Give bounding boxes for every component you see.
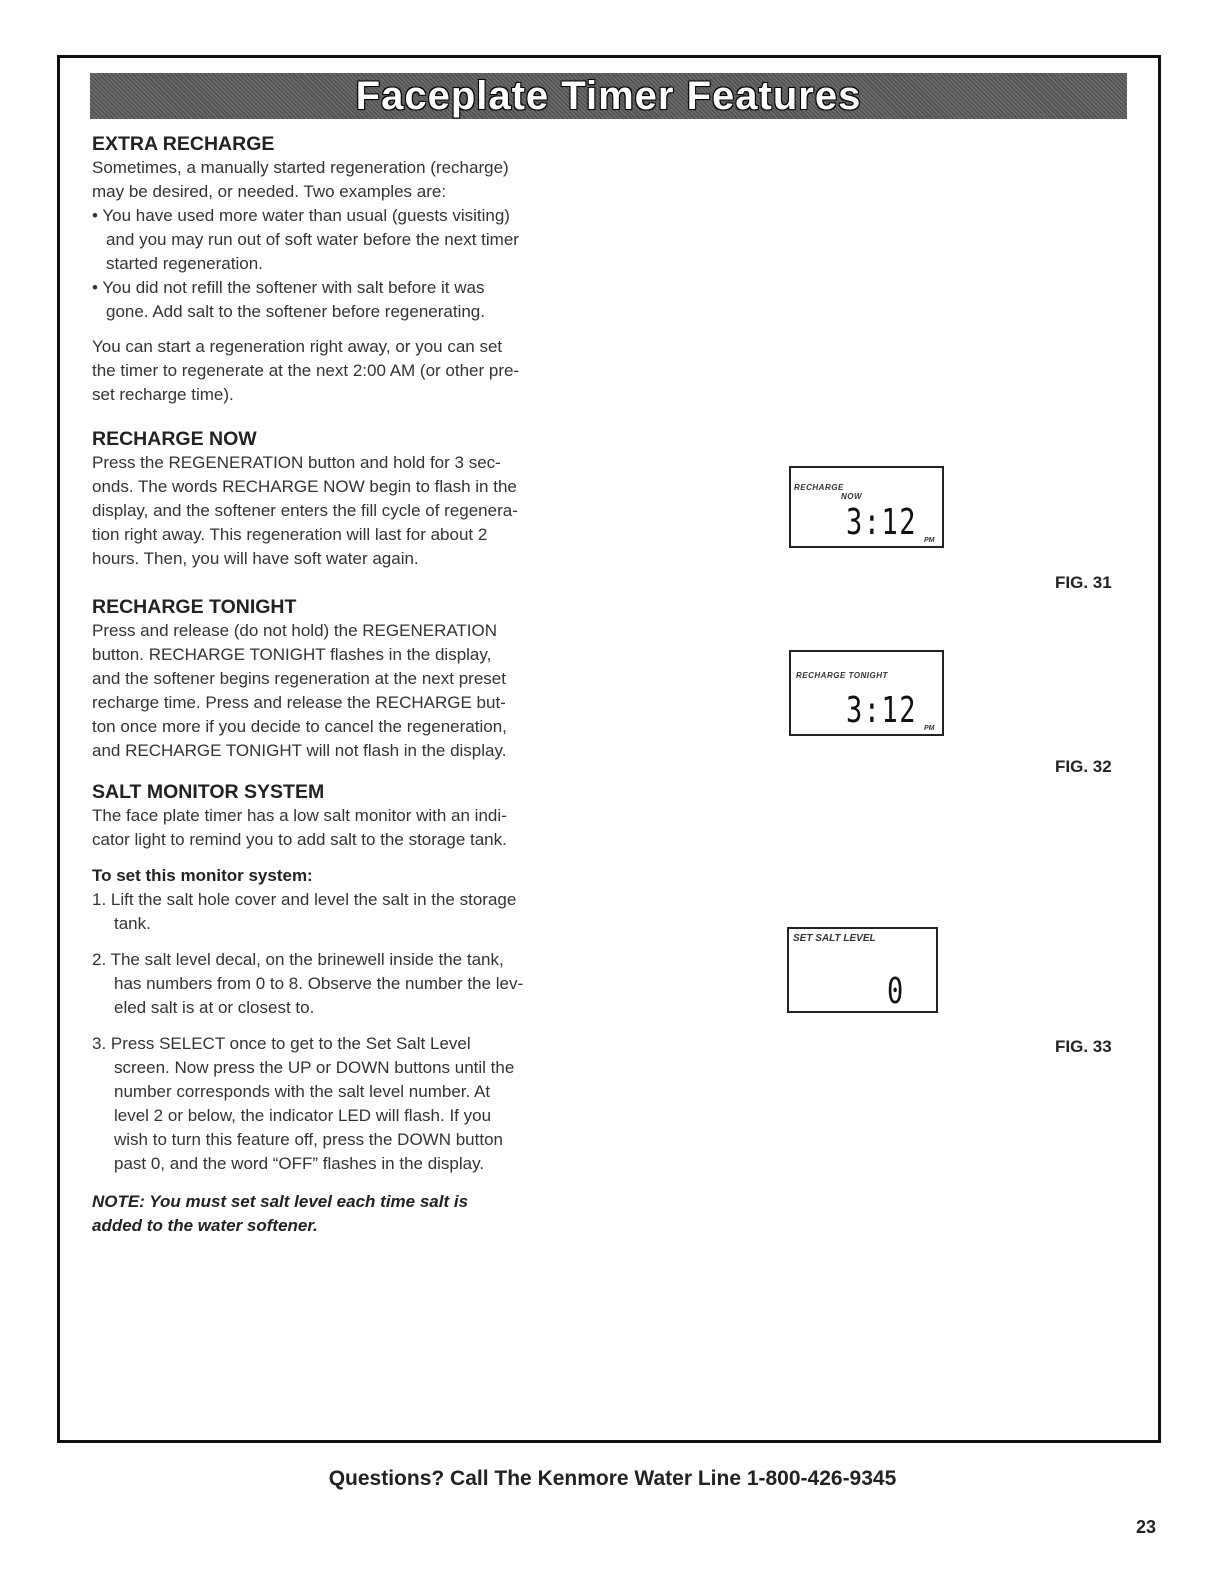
- lcd-display-recharge-tonight: [789, 650, 944, 736]
- lcd-pm: PM: [924, 725, 935, 732]
- section-recharge-now: [92, 427, 612, 571]
- step-line: number corresponds with the salt level number. At: [114, 1082, 491, 1101]
- section-recharge-tonight: [92, 595, 612, 763]
- bullet-line: and you may run out of soft water before the next timer: [106, 230, 519, 249]
- note-line: added to the water softener.: [92, 1216, 318, 1235]
- text-line: onds. The words RECHARGE NOW begin to flash in the: [92, 477, 517, 496]
- text-line: hours. Then, you will have soft water again.: [92, 549, 419, 568]
- step-line: has numbers from 0 to 8. Observe the number the lev-: [114, 974, 524, 993]
- step-line: level 2 or below, the indicator LED will flash. If you: [114, 1106, 492, 1125]
- lcd-label: RECHARGE: [794, 483, 844, 492]
- text-line: cator light to remind you to add salt to the storage tank.: [92, 830, 507, 849]
- text-line: tion right away. This regeneration will last for about 2: [92, 525, 488, 544]
- step-line: 2. The salt level decal, on the brinewell inside the tank,: [92, 950, 504, 969]
- lcd-pm: PM: [924, 537, 935, 544]
- page-number: 23: [1136, 1517, 1157, 1537]
- lcd-label: SET SALT LEVEL: [793, 933, 876, 944]
- section-heading: RECHARGE TONIGHT: [92, 596, 297, 618]
- figure-label: FIG. 33: [1055, 1037, 1112, 1056]
- title-banner: [90, 73, 1127, 119]
- text-line: recharge time. Press and release the RECHARGE but-: [92, 693, 506, 712]
- lcd-time: 3:12: [846, 690, 918, 731]
- sub-heading: To set this monitor system:: [92, 866, 313, 885]
- figure-label: FIG. 32: [1055, 757, 1112, 776]
- step-line: wish to turn this feature off, press the DOWN button: [114, 1130, 503, 1149]
- text-line: Press the REGENERATION button and hold for 3 sec-: [92, 453, 501, 472]
- step-line: screen. Now press the UP or DOWN buttons until the: [114, 1058, 515, 1077]
- text-line: You can start a regeneration right away, or you can set: [92, 337, 503, 356]
- step-line: past 0, and the word “OFF” flashes in the display.: [114, 1154, 485, 1173]
- section-extra-recharge: [92, 132, 612, 407]
- bullet-line: • You did not refill the softener with salt before it was: [92, 278, 485, 297]
- text-line: the timer to regenerate at the next 2:00 AM (or other pre-: [92, 361, 520, 380]
- step-line: 1. Lift the salt hole cover and level the salt in the storage: [92, 890, 517, 909]
- text-line: ton once more if you decide to cancel the regeneration,: [92, 717, 507, 736]
- lcd-label: NOW: [841, 492, 863, 501]
- text-line: Press and release (do not hold) the REGENERATION: [92, 621, 498, 640]
- lcd-display-recharge-now: [789, 466, 944, 548]
- text-line: The face plate timer has a low salt monitor with an indi-: [92, 806, 507, 825]
- figure-label: FIG. 31: [1055, 573, 1112, 592]
- lcd-label: RECHARGE TONIGHT: [796, 671, 888, 680]
- text-line: button. RECHARGE TONIGHT flashes in the display,: [92, 645, 492, 664]
- step-line: tank.: [114, 914, 151, 933]
- text-line: may be desired, or needed. Two examples are:: [92, 182, 447, 201]
- footer-phone-line: Questions? Call The Kenmore Water Line 1-800-426-9345: [328, 1467, 897, 1490]
- note-line: NOTE: You must set salt level each time salt is: [92, 1192, 469, 1211]
- page-title: Faceplate Timer Features: [355, 73, 862, 118]
- bullet-line: • You have used more water than usual (guests visiting): [92, 206, 510, 225]
- bullet-line: gone. Add salt to the softener before regenerating.: [106, 302, 485, 321]
- section-salt-monitor: [92, 780, 612, 1238]
- bullet-line: started regeneration.: [106, 254, 263, 273]
- lcd-time: 3:12: [846, 502, 918, 543]
- lcd-display-set-salt-level: [787, 927, 938, 1013]
- step-line: 3. Press SELECT once to get to the Set Salt Level: [92, 1034, 471, 1053]
- text-line: display, and the softener enters the fill cycle of regenera-: [92, 501, 518, 520]
- section-heading: RECHARGE NOW: [92, 428, 257, 450]
- section-heading: SALT MONITOR SYSTEM: [92, 781, 325, 803]
- step-line: eled salt is at or closest to.: [114, 998, 315, 1017]
- lcd-value: 0: [887, 971, 905, 1012]
- text-line: Sometimes, a manually started regeneration (recharge): [92, 158, 509, 177]
- text-line: and the softener begins regeneration at the next preset: [92, 669, 506, 688]
- text-line: and RECHARGE TONIGHT will not flash in the display.: [92, 741, 507, 760]
- text-line: set recharge time).: [92, 385, 234, 404]
- section-heading: EXTRA RECHARGE: [92, 133, 275, 155]
